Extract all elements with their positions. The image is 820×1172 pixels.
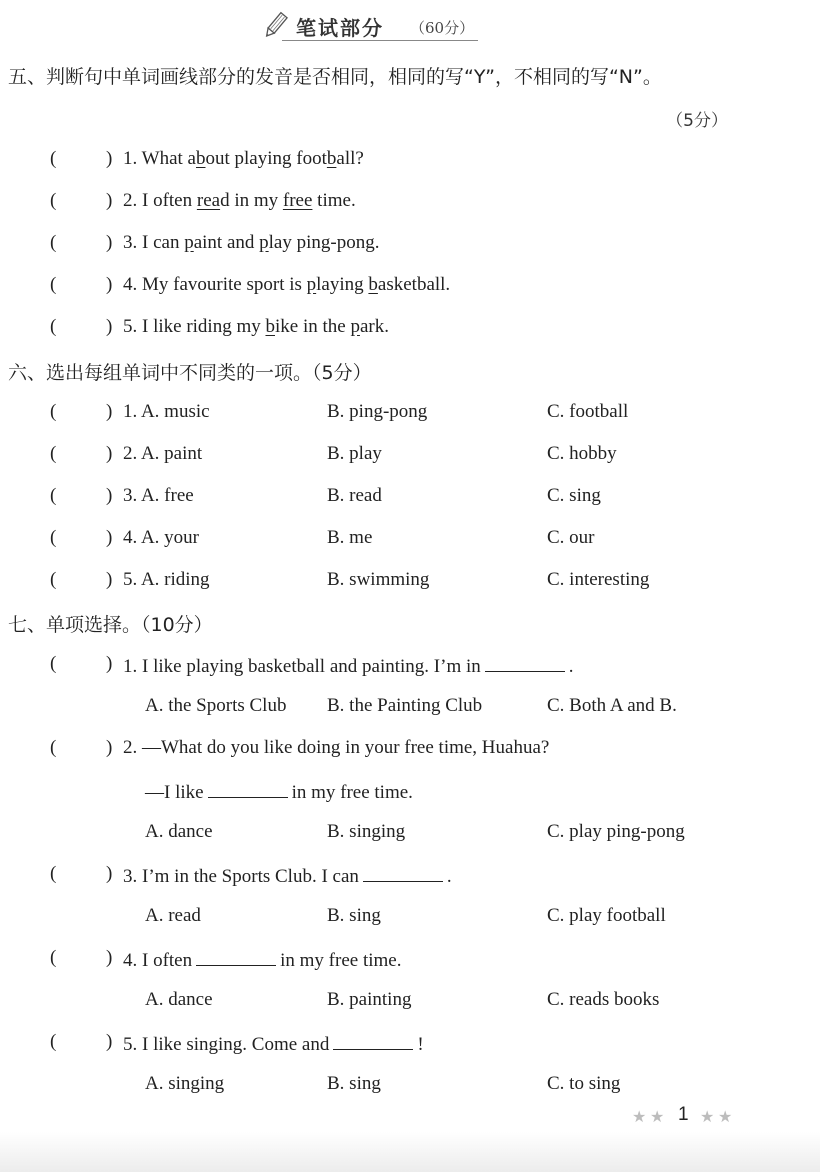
option-b: B. sing (327, 1073, 381, 1094)
answer-paren-right: ) (106, 947, 113, 968)
option-a: A. dance (145, 989, 213, 1010)
answer-paren-left: ( (50, 569, 57, 590)
section6-question-3 (0, 485, 820, 511)
answer-paren-right: ) (106, 863, 113, 884)
answer-paren-left: ( (50, 485, 57, 506)
section5-score: （5分） (666, 111, 728, 131)
answer-blank (333, 1031, 413, 1050)
section5-question-2 (0, 190, 820, 216)
text-part: d in my (220, 190, 283, 211)
underlined-part: p (306, 274, 317, 295)
answer-paren-right: ) (106, 527, 113, 548)
question-text (123, 1031, 424, 1056)
answer-paren-left: ( (50, 737, 57, 758)
answer-paren-left: ( (50, 527, 57, 548)
star-icon: ★ (718, 1109, 733, 1126)
text-part: aint and (193, 232, 260, 253)
text-part: out playing foot (205, 148, 327, 169)
section7-question-2-line2 (0, 779, 820, 805)
header-underline (282, 40, 478, 41)
question-text (145, 779, 413, 804)
text-part: 1. I like playing basketball and painting. I’m in (123, 656, 481, 677)
page-number-footer (632, 1104, 742, 1128)
section5-question-1 (0, 148, 820, 174)
option-b: B. sing (327, 905, 381, 926)
text-part: in my free time. (280, 950, 402, 971)
question-text (123, 148, 364, 170)
option-b: B. play (327, 443, 382, 464)
answer-blank (363, 863, 443, 882)
star-icon: ★ (632, 1109, 647, 1126)
answer-paren-right: ) (106, 316, 113, 337)
section6-question-4 (0, 527, 820, 553)
text-part: 5. I like singing. Come and (123, 1034, 330, 1055)
section7-question-1-options (0, 695, 820, 721)
text-part: 4. I often (123, 950, 193, 971)
option-a: 3. A. free (123, 485, 194, 506)
option-b: B. ping-pong (327, 401, 428, 422)
answer-paren-right: ) (106, 653, 113, 674)
option-c: C. play football (547, 905, 666, 926)
underlined-part: b (326, 148, 337, 169)
answer-paren-left: ( (50, 190, 57, 211)
section7-title: 七、单项选择。（10分） (8, 614, 213, 636)
option-a: A. dance (145, 821, 213, 842)
written-part-header (260, 8, 480, 42)
text-part: ike in the (274, 316, 351, 337)
answer-paren-right: ) (106, 148, 113, 169)
answer-paren-left: ( (50, 863, 57, 884)
section7-question-1 (0, 653, 820, 679)
option-c: C. sing (547, 485, 601, 506)
text-part: . (446, 866, 452, 887)
option-a: 1. A. music (123, 401, 210, 422)
question-text (123, 232, 379, 254)
section7-question-4-options (0, 989, 820, 1015)
section5-title: 五、判断句中单词画线部分的发音是否相同，相同的写“Y”，不相同的写“N”。 (8, 66, 662, 88)
option-a: 2. A. paint (123, 443, 203, 464)
option-c: C. hobby (547, 443, 617, 464)
answer-paren-left: ( (50, 653, 57, 674)
question-text (123, 190, 356, 212)
option-c: C. interesting (547, 569, 650, 590)
question-text (123, 316, 389, 338)
answer-blank (196, 947, 276, 966)
underlined-part: rea (196, 190, 221, 211)
answer-paren-right: ) (106, 232, 113, 253)
section7-question-3 (0, 863, 820, 889)
section5-question-5 (0, 316, 820, 342)
underlined-part: b (265, 316, 275, 337)
section7-question-4 (0, 947, 820, 973)
option-a: A. singing (145, 1073, 225, 1094)
answer-paren-right: ) (106, 443, 113, 464)
section6-title: 六、选出每组单词中不同类的一项。（5分） (8, 362, 372, 384)
text-part: 3. I’m in the Sports Club. I can (123, 866, 359, 887)
option-b: B. read (327, 485, 382, 506)
answer-paren-right: ) (106, 737, 113, 758)
option-c: C. our (547, 527, 595, 548)
text-part: ! (417, 1034, 424, 1055)
text-part: —I like (145, 782, 204, 803)
pencil-icon (260, 11, 290, 41)
answer-blank (208, 779, 288, 798)
option-c: C. football (547, 401, 629, 422)
option-b: B. singing (327, 821, 406, 842)
option-c: C. to sing (547, 1073, 621, 1094)
question-text (123, 947, 401, 972)
text-part: time. (312, 190, 356, 211)
section7-question-2 (0, 737, 820, 763)
page-number: 1 (678, 1104, 689, 1125)
question-text (123, 863, 452, 888)
text-part: laying (316, 274, 369, 295)
answer-paren-right: ) (106, 1031, 113, 1052)
bottom-shadow (0, 1132, 820, 1172)
text-part: 4. My favourite sport is (123, 274, 307, 295)
answer-paren-left: ( (50, 443, 57, 464)
answer-paren-left: ( (50, 232, 57, 253)
section6-question-2 (0, 443, 820, 469)
option-b: B. the Painting Club (327, 695, 483, 716)
answer-blank (485, 653, 565, 672)
underlined-part: free (282, 190, 313, 211)
answer-paren-right: ) (106, 569, 113, 590)
text-part: . (568, 656, 574, 677)
underlined-part: p (184, 232, 194, 253)
text-part: 2. I often (123, 190, 197, 211)
question-text (123, 653, 574, 678)
option-b: B. swimming (327, 569, 430, 590)
option-c: C. reads books (547, 989, 660, 1010)
option-c: C. Both A and B. (547, 695, 677, 716)
option-a: 4. A. your (123, 527, 199, 548)
answer-paren-right: ) (106, 401, 113, 422)
section7-question-5-options (0, 1073, 820, 1099)
answer-paren-left: ( (50, 316, 57, 337)
section5-question-4 (0, 274, 820, 300)
section6-question-1 (0, 401, 820, 427)
text-part: ark. (359, 316, 389, 337)
option-b: B. me (327, 527, 373, 548)
text-part: asketball. (377, 274, 451, 295)
text-part: 1. What a (123, 148, 196, 169)
section5-question-3 (0, 232, 820, 258)
star-icon: ★ (700, 1109, 715, 1126)
option-b: B. painting (327, 989, 412, 1010)
section7-question-3-options (0, 905, 820, 931)
underlined-part: b (368, 274, 378, 295)
answer-paren-right: ) (106, 190, 113, 211)
option-a: A. read (145, 905, 201, 926)
option-a: A. the Sports Club (145, 695, 287, 716)
option-a: 5. A. riding (123, 569, 210, 590)
underlined-part: p (259, 232, 269, 253)
text-part: in my free time. (291, 782, 413, 803)
answer-paren-left: ( (50, 947, 57, 968)
option-c: C. play ping-pong (547, 821, 685, 842)
answer-paren-right: ) (106, 274, 113, 295)
answer-paren-left: ( (50, 401, 57, 422)
text-part: 5. I like riding my (123, 316, 266, 337)
underlined-part: p (350, 316, 360, 337)
header-score: （60分） (410, 19, 475, 37)
answer-paren-left: ( (50, 274, 57, 295)
underlined-part: b (196, 148, 206, 169)
header-title: 笔试部分 (296, 16, 384, 40)
answer-paren-left: ( (50, 148, 57, 169)
answer-paren-left: ( (50, 1031, 57, 1052)
section7-question-2-options (0, 821, 820, 847)
star-icon: ★ (650, 1109, 665, 1126)
section7-question-5 (0, 1031, 820, 1057)
answer-paren-right: ) (106, 485, 113, 506)
text-part: 3. I can (123, 232, 185, 253)
text-part: all? (336, 148, 364, 169)
question-text (123, 274, 450, 296)
text-part: lay ping-pong. (268, 232, 380, 253)
section6-question-5 (0, 569, 820, 595)
question-text: 2. —What do you like doing in your free time, Huahua? (123, 737, 550, 758)
